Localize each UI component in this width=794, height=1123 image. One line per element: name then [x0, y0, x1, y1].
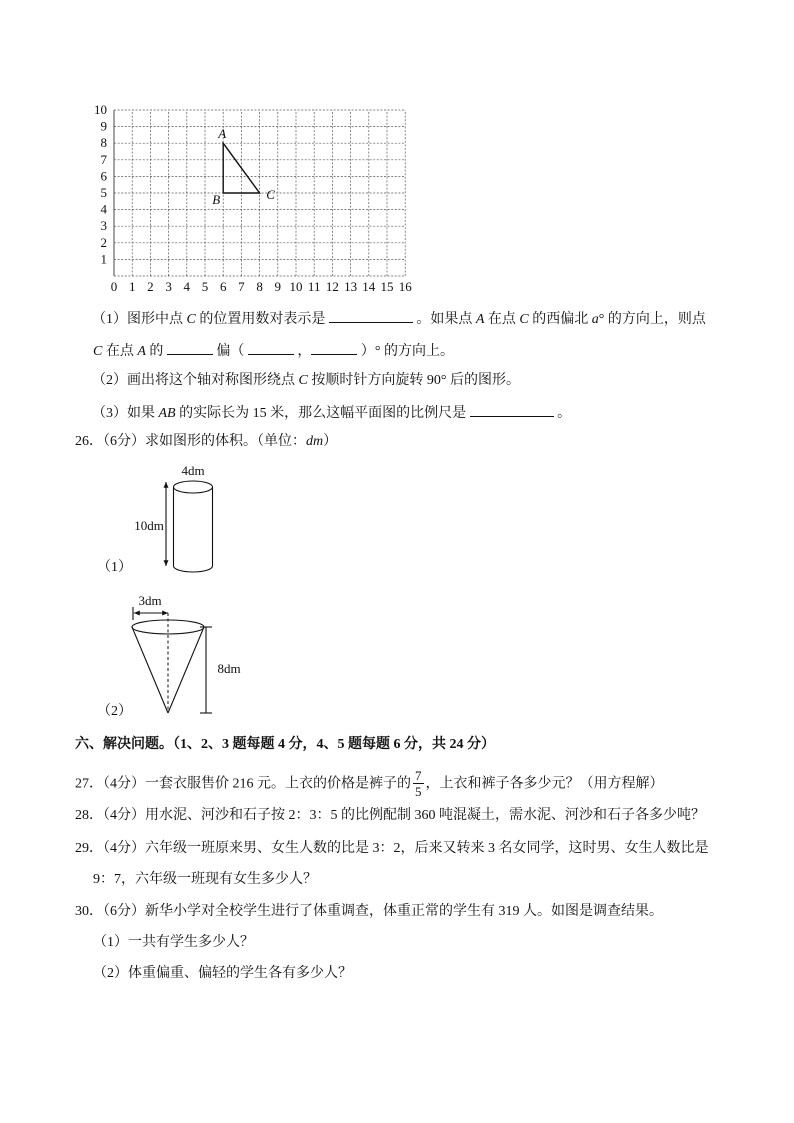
- question-27-text-after: ，上衣和裤子各多少元？（用方程解）: [425, 776, 664, 792]
- y-tick-label: 9: [100, 118, 107, 134]
- x-tick-label: 0: [110, 279, 118, 294]
- cylinder-diameter-label: 4dm: [181, 463, 205, 478]
- vertex-label-C: C: [266, 187, 275, 202]
- fraction-numerator: 7: [415, 768, 422, 783]
- math-variable: C: [298, 373, 308, 388]
- vertex-label-A: A: [218, 126, 227, 142]
- question-30-part2: （2）体重偏重、偏轻的学生各有多少人？: [93, 966, 352, 981]
- x-tick-label: 3: [165, 279, 172, 294]
- text-segment: 的位置用数对表示是: [195, 312, 329, 327]
- question-28: 28．（4分）用水泥、河沙和石子按 2：3：5 的比例配制 360 吨混凝土，需水泥、河沙和石子各多少吨？: [75, 808, 705, 823]
- answer-blank: [248, 340, 294, 355]
- y-tick-label: 2: [100, 234, 107, 250]
- text-segment: （2）画出将这个轴对称图形绕点: [92, 373, 299, 388]
- x-tick-label: 13: [344, 279, 358, 294]
- x-tick-label: 10: [289, 279, 303, 294]
- y-tick-label: 6: [100, 168, 107, 184]
- math-variable: a: [591, 312, 599, 327]
- q25-part1-line1: [92, 308, 706, 330]
- math-variable: C: [519, 312, 529, 327]
- text-segment: （1）图形中点: [92, 312, 187, 327]
- cone-height-label: 8dm: [217, 661, 241, 676]
- question-30-part1: （1）一共有学生多少人？: [93, 935, 254, 950]
- text-segment: 在点: [102, 344, 138, 359]
- cylinder-bottom-arc: [174, 566, 213, 572]
- y-tick-label: 10: [94, 102, 107, 117]
- x-tick-label: 16: [398, 279, 412, 294]
- y-tick-label: 1: [100, 251, 107, 267]
- cylinder-height-label: 10dm: [134, 518, 164, 533]
- figure-2-index-label: （2）: [97, 704, 132, 719]
- question-29-line1: 29．（4分）六年级一班原来男、女生人数的比是 3：2，后来又转来 3 名女同学，这时男、女生人数比是: [75, 841, 709, 856]
- text-segment: 。如果点: [412, 312, 476, 327]
- math-variable: A: [137, 344, 146, 359]
- text-segment: 偏（: [212, 344, 248, 359]
- x-tick-label: 14: [362, 279, 376, 294]
- coordinate-grid: [85, 98, 420, 300]
- grid-layer: [94, 102, 412, 294]
- vertex-label-B: B: [212, 192, 221, 207]
- text-segment: 在点: [484, 312, 520, 327]
- text-segment: 。: [553, 406, 572, 421]
- question-26-prompt: [75, 432, 337, 452]
- question-29-line2: 9：7，六年级一班现有女生多少人？: [93, 872, 317, 887]
- question-27-text-before: 27．（4分）一套衣服售价 216 元。上衣的价格是裤子的: [75, 776, 411, 792]
- math-variable: AB: [158, 406, 176, 421]
- text-segment: 的: [145, 344, 167, 359]
- figure-1-index-label: （1）: [97, 560, 132, 575]
- text-segment: ，: [293, 344, 312, 359]
- text-segment: 26．（6分）求如图形的体积。（单位：: [75, 434, 306, 449]
- cone-radius-label: 3dm: [138, 593, 162, 608]
- q25-part1-line2: [93, 340, 454, 362]
- x-tick-label: 7: [238, 279, 245, 294]
- cone-right-side: [168, 627, 204, 713]
- y-tick-label: 7: [100, 151, 107, 167]
- cone-left-side: [132, 627, 168, 713]
- x-tick-label: 4: [183, 279, 191, 294]
- answer-blank: [329, 308, 413, 323]
- section-6-heading: 六、解决问题。（1、2、3 题每题 4 分，4、5 题每题 6 分，共 24 分）: [75, 737, 495, 752]
- math-variable: dm: [306, 434, 324, 449]
- x-tick-label: 12: [325, 279, 339, 294]
- y-tick-label: 4: [100, 201, 107, 217]
- question-27: [75, 770, 664, 799]
- text-segment: ）: [323, 434, 338, 449]
- text-segment: 按顺时针方向旋转 90° 后的图形。: [307, 373, 520, 388]
- x-tick-label: 9: [274, 279, 282, 294]
- x-tick-label: 1: [128, 279, 136, 294]
- math-variable: C: [93, 344, 103, 359]
- text-segment: 的西偏北: [528, 312, 592, 327]
- x-tick-label: 11: [307, 279, 321, 294]
- fraction-seven-fifths: [413, 769, 424, 798]
- x-tick-label: 5: [201, 279, 209, 294]
- cylinder-top-ellipse: [174, 481, 213, 493]
- y-tick-label: 3: [100, 218, 107, 234]
- y-tick-label: 8: [100, 135, 107, 151]
- x-tick-label: 15: [380, 279, 394, 294]
- text-segment: （3）如果: [92, 406, 159, 421]
- math-variable: C: [186, 312, 196, 327]
- answer-blank: [311, 340, 357, 355]
- q25-part3: [92, 402, 571, 424]
- cone-figure: [120, 590, 250, 720]
- x-tick-label: 8: [256, 279, 263, 294]
- q25-part2: [92, 371, 520, 391]
- text-segment: ）° 的方向上。: [357, 344, 455, 359]
- cylinder-figure: [120, 460, 230, 575]
- y-tick-label: 5: [100, 185, 107, 200]
- x-tick-label: 6: [219, 279, 227, 294]
- x-tick-label: 2: [147, 279, 154, 294]
- answer-blank: [470, 402, 554, 417]
- fraction-denominator: 5: [415, 784, 422, 799]
- question-30: 30．（6分）新华小学对全校学生进行了体重调查，体重正常的学生有 319 人。如图是调查结果。: [75, 904, 663, 919]
- answer-blank: [167, 340, 213, 355]
- math-variable: A: [475, 312, 485, 327]
- text-segment: 的实际长为 15 米，那么这幅平面图的比例尺是: [175, 406, 470, 421]
- text-segment: ° 的方向上，则点: [598, 312, 706, 327]
